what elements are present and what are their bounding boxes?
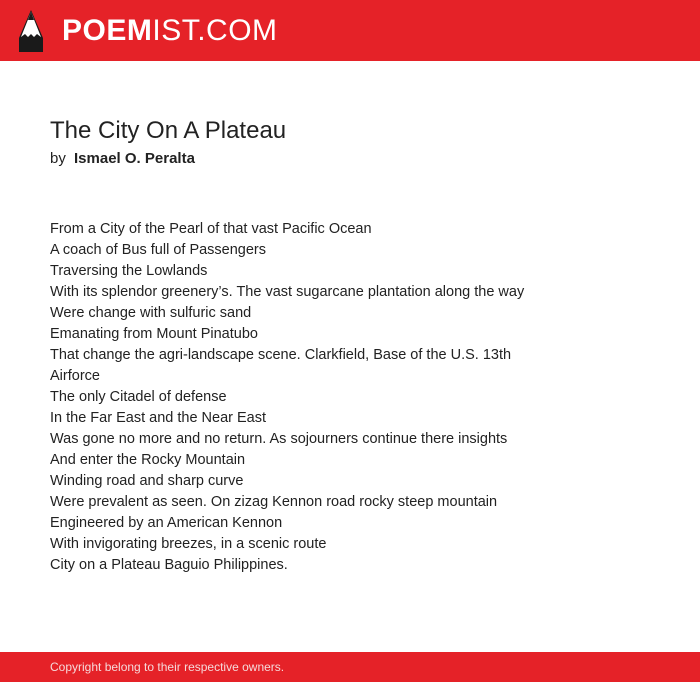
poem-line: In the Far East and the Near East	[50, 410, 267, 426]
poem-line: That change the agri-landscape scene. Clarkfield, Base of the U.S. 13th	[50, 347, 512, 363]
poem-line: City on a Plateau Baguio Philippines.	[50, 557, 288, 573]
site-footer	[0, 652, 700, 682]
poem-line: Were prevalent as seen. On zizag Kennon road rocky steep mountain	[50, 494, 498, 510]
poem-line: Emanating from Mount Pinatubo	[50, 326, 258, 342]
copyright-text: Copyright belong to their respective owners.	[50, 660, 285, 674]
poem-line: From a City of the Pearl of that vast Pacific Ocean	[50, 221, 372, 237]
poem-line: And enter the Rocky Mountain	[50, 452, 246, 468]
poem-title: The City On A Plateau	[50, 117, 287, 144]
site-logo-text[interactable]	[62, 13, 278, 49]
brand-bold: POEM	[62, 14, 153, 47]
poem-line: The only Citadel of defense	[50, 389, 227, 405]
by-label: by	[50, 150, 66, 167]
poem-body	[50, 219, 650, 576]
author-name: Ismael O. Peralta	[74, 150, 195, 167]
poem-line: With invigorating breezes, in a scenic route	[50, 536, 327, 552]
poem-line: Was gone no more and no return. As sojourners continue there insights	[50, 431, 508, 447]
poem-line: Traversing the Lowlands	[50, 263, 208, 279]
poem-line: Winding road and sharp curve	[50, 473, 244, 489]
site-header	[0, 0, 700, 61]
poem-line: With its splendor greenery’s. The vast sugarcane plantation along the way	[50, 284, 525, 300]
poem-line: Were change with sulfuric sand	[50, 305, 252, 321]
pencil-icon[interactable]	[19, 10, 43, 52]
byline	[50, 149, 195, 169]
poem-line: Airforce	[50, 368, 100, 384]
poem-line: Engineered by an American Kennon	[50, 515, 283, 531]
brand-light: IST.COM	[152, 14, 278, 47]
poem-line: A coach of Bus full of Passengers	[50, 242, 267, 258]
